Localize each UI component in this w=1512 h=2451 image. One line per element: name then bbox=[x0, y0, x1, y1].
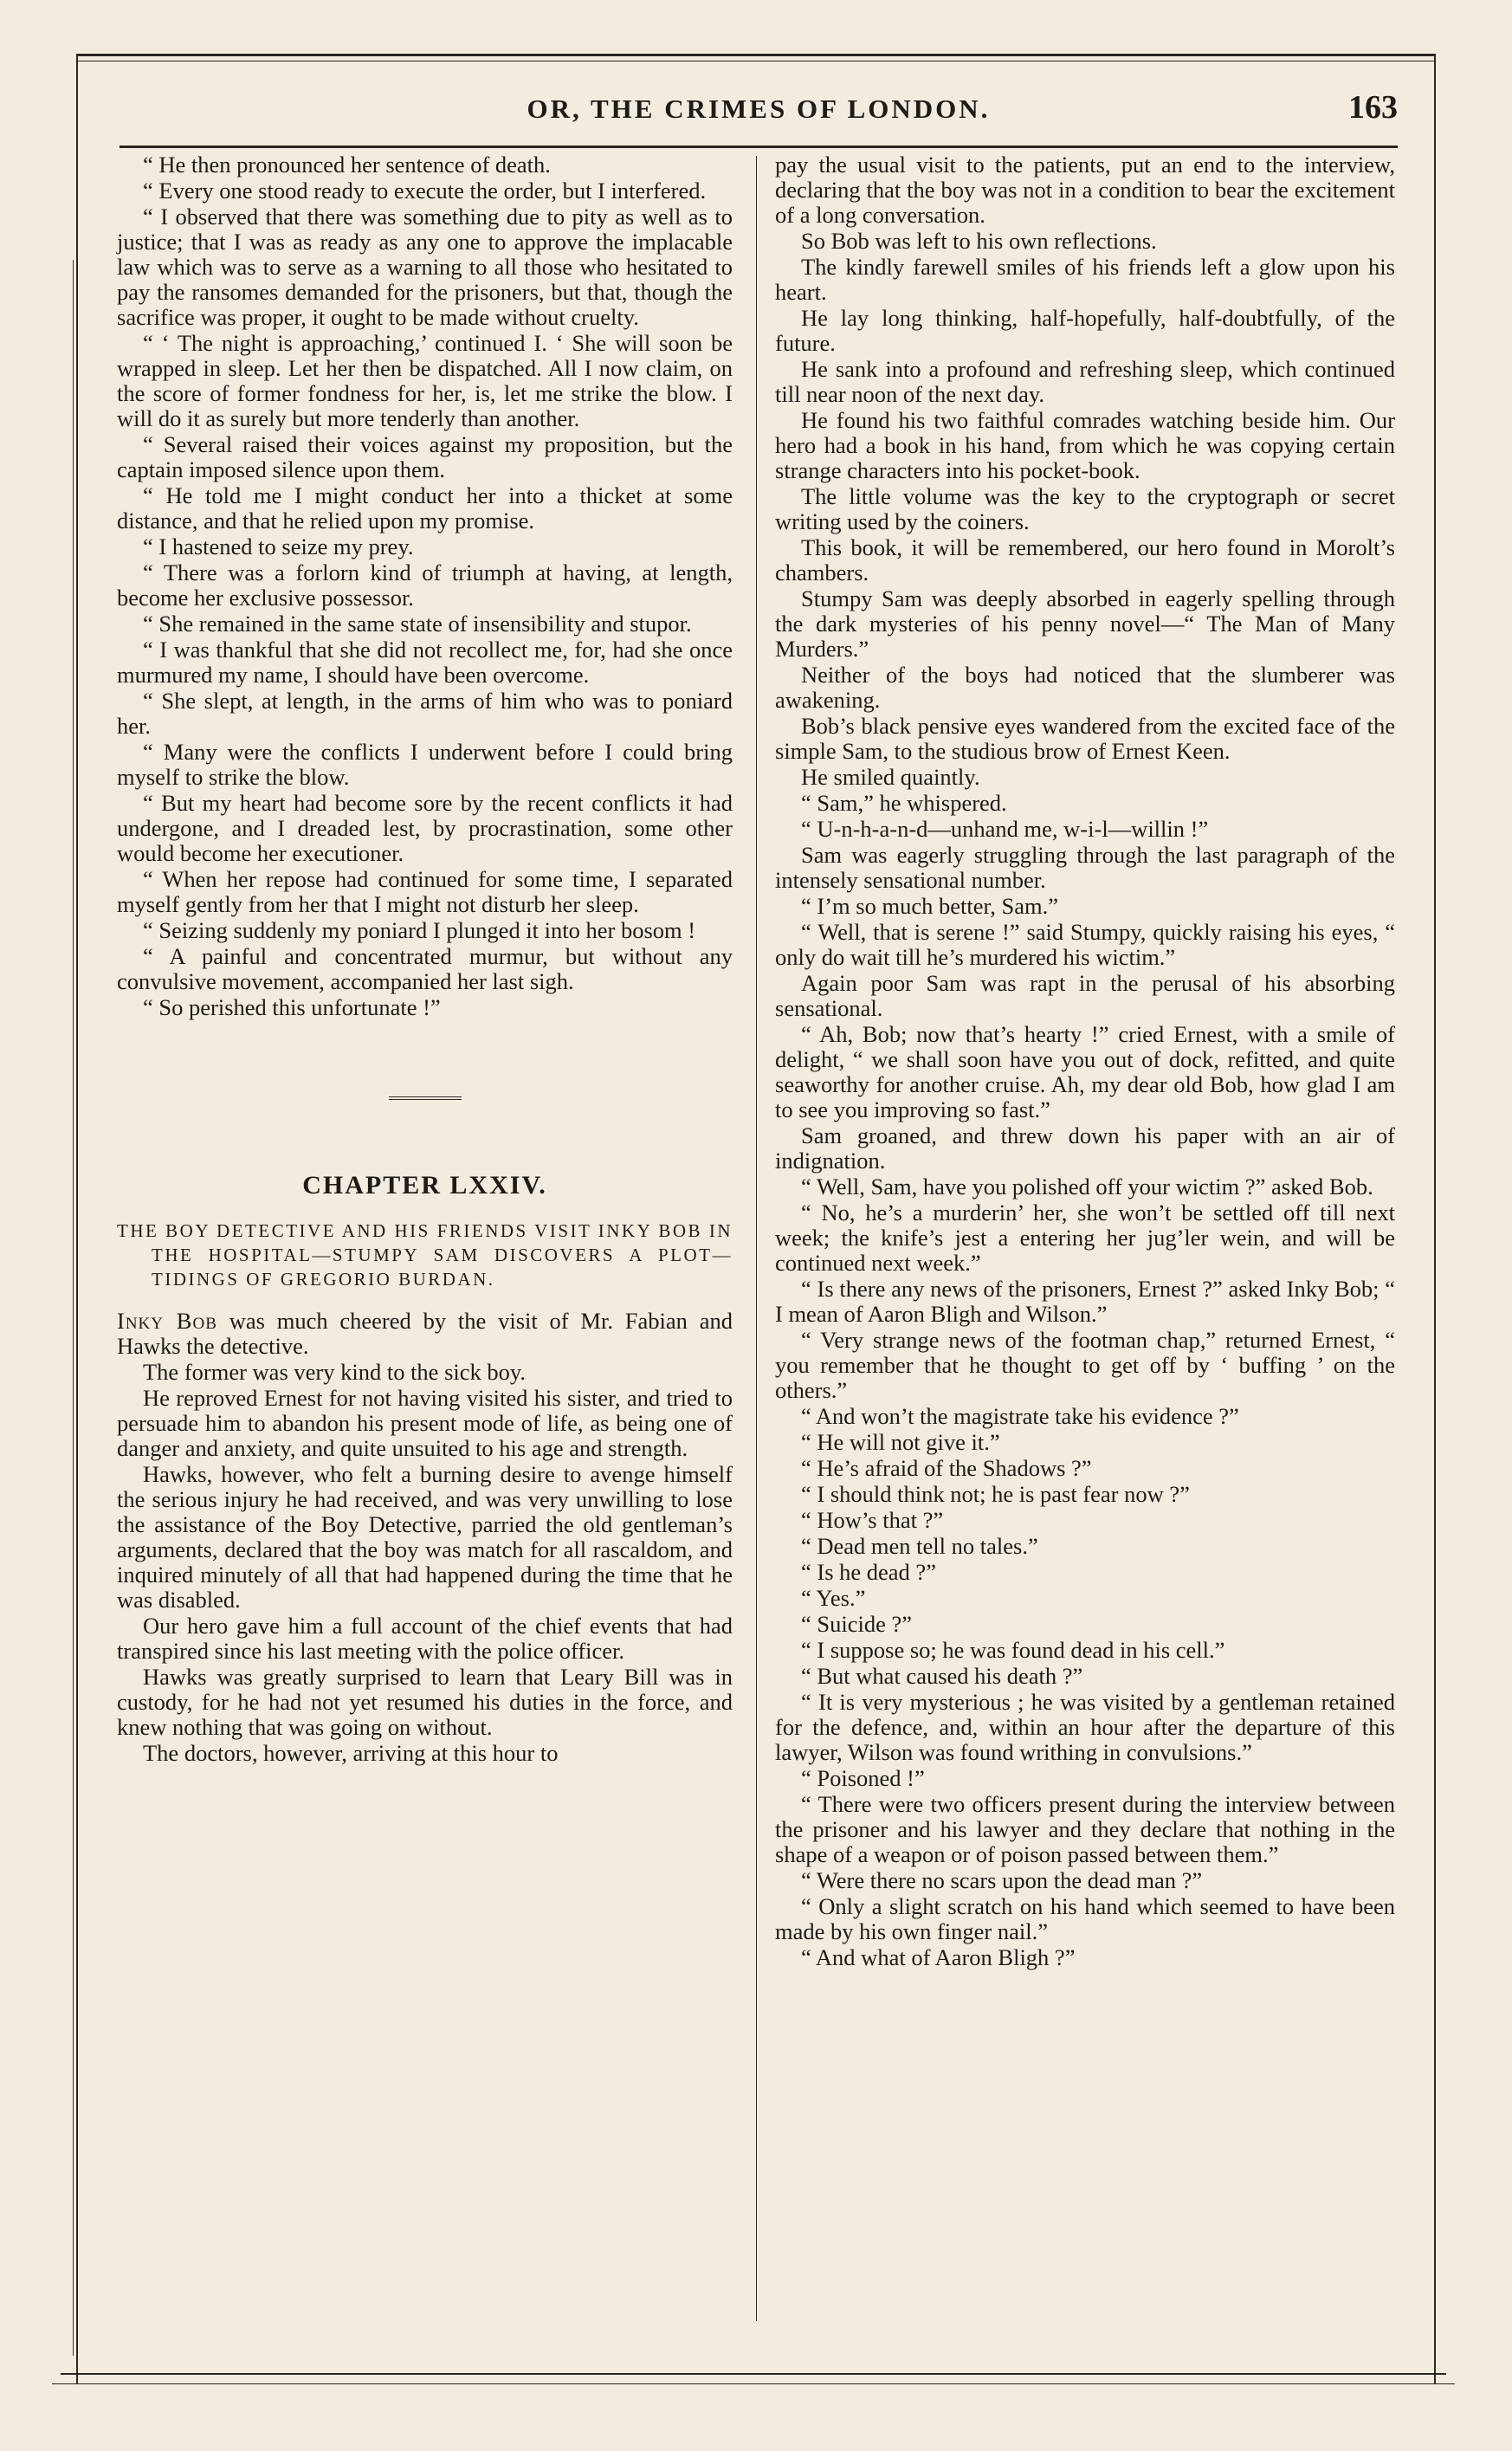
paragraph: Neither of the boys had noticed that the slumberer was awakening. bbox=[775, 662, 1395, 713]
top-rule bbox=[76, 54, 1436, 56]
chapter-first-paragraph-text: was much cheered by the visit of Mr. Fabian and Hawks the detective. bbox=[117, 1308, 733, 1359]
column-divider bbox=[756, 156, 757, 2321]
paragraph: He sank into a profound and refreshing sleep, which continued till near noon of the next day. bbox=[775, 356, 1395, 407]
paragraph: “ U-n-h-a-n-d—unhand me, w-i-l—willin !” bbox=[801, 816, 1209, 842]
left-bottom-paragraphs bbox=[117, 1360, 733, 1766]
paragraph: This book, it will be remembered, our hero found in Morolt’s chambers. bbox=[775, 534, 1395, 585]
paragraph: “ Ah, Bob; now that’s hearty !” cried Ernest, with a smile of delight, “ we shall soon have you out of dock, refitted, and quite seaworthy for another cruise. Ah, my dear old Bob, how glad I am to see you improving so fast.” bbox=[775, 1021, 1395, 1122]
paragraph: “ Suicide ?” bbox=[801, 1611, 913, 1637]
paragraph: “ He will not give it.” bbox=[801, 1429, 1000, 1455]
paragraph: The doctors, however, arriving at this hour to bbox=[143, 1740, 559, 1766]
paragraph: He smiled quaintly. bbox=[801, 764, 980, 790]
paragraph: “ And won’t the magistrate take his evidence ?” bbox=[801, 1403, 1239, 1429]
paragraph: “ I’m so much better, Sam.” bbox=[801, 893, 1058, 919]
paragraph: Again poor Sam was rapt in the perusal of his absorbing sensational. bbox=[775, 970, 1395, 1021]
paragraph: “ There was a forlorn kind of triumph at having, at length, become her exclusive possessor. bbox=[117, 559, 733, 611]
running-title: OR, THE CRIMES OF LONDON. bbox=[527, 94, 991, 124]
left-border-inner bbox=[73, 260, 74, 2356]
left-top-paragraphs bbox=[117, 152, 733, 1020]
paragraph: “ Every one stood ready to execute the order, but I interfered. bbox=[143, 178, 707, 204]
chapter-summary-text: THE BOY DETECTIVE AND HIS FRIENDS VISIT INKY BOB IN THE HOSPITAL—STUMPY SAM DISCOVERS A PLOT—TIDINGS OF GREGORIO BURDAN. bbox=[117, 1220, 733, 1290]
paragraph: “ He told me I might conduct her into a thicket at some distance, and that he relied upon my promise. bbox=[117, 482, 733, 534]
left-border bbox=[76, 54, 78, 2383]
paragraph: “ He then pronounced her sentence of death. bbox=[143, 152, 551, 178]
paragraph: “ But my heart had become sore by the recent conflicts it had undergone, and I dreaded lest, by procrastination, some other would become her executioner. bbox=[117, 790, 733, 866]
paragraph: “ So perished this unfortunate !” bbox=[143, 994, 441, 1020]
paragraph: “ She slept, at length, in the arms of him who was to poniard her. bbox=[117, 688, 733, 739]
paragraph: Sam groaned, and threw down his paper with an air of indignation. bbox=[775, 1122, 1395, 1174]
paragraph: “ Only a slight scratch on his hand which seemed to have been made by his own finger nail.” bbox=[775, 1893, 1395, 1944]
right-column bbox=[775, 152, 1395, 1971]
paragraph: “ And what of Aaron Bligh ?” bbox=[801, 1944, 1076, 1970]
paragraph: Stumpy Sam was deeply absorbed in eagerly spelling through the dark mysteries of his penny novel—“ The Man of Many Murders.” bbox=[775, 585, 1395, 662]
left-column bbox=[117, 152, 733, 1767]
continued-paragraph: pay the usual visit to the patients, put an end to the interview, declaring that the boy was not in a condition to bear the excitement of a long conversation. bbox=[775, 152, 1395, 228]
paragraph: “ Many were the conflicts I underwent before I could bring myself to strike the blow. bbox=[117, 739, 733, 790]
paragraph: “ It is very mysterious ; he was visited by a gentleman retained for the defence, and, within an hour after the departure of this lawyer, Wilson was found writhing in convulsions.” bbox=[775, 1689, 1395, 1765]
running-header bbox=[120, 87, 1398, 135]
section-separator bbox=[389, 1096, 462, 1102]
paragraph: “ Well, Sam, have you polished off your wictim ?” asked Bob. bbox=[801, 1174, 1373, 1200]
paragraph: He reproved Ernest for not having visited his sister, and tried to persuade him to abandon his present mode of life, as being one of danger and anxiety, and quite unsuited to his age and strength. bbox=[117, 1385, 733, 1461]
paragraph: The kindly farewell smiles of his friends left a glow upon his heart. bbox=[775, 254, 1395, 305]
right-border bbox=[1434, 54, 1436, 2383]
bottom-rule bbox=[61, 2373, 1446, 2375]
paragraph: “ She remained in the same state of insensibility and stupor. bbox=[143, 611, 692, 637]
bottom-rule-thin bbox=[52, 2383, 1455, 2384]
paragraph: “ I was thankful that she did not recollect me, for, had she once murmured my name, I should have been overcome. bbox=[117, 637, 733, 688]
paragraph: “ Were there no scars upon the dead man ?” bbox=[801, 1867, 1203, 1893]
paragraph: “ A painful and concentrated murmur, but without any convulsive movement, accompanied her last sigh. bbox=[117, 943, 733, 994]
paragraph: The former was very kind to the sick boy. bbox=[143, 1359, 527, 1385]
paragraph: “ But what caused his death ?” bbox=[801, 1663, 1083, 1689]
paragraph: Bob’s black pensive eyes wandered from the excited face of the simple Sam, to the studious brow of Ernest Keen. bbox=[775, 713, 1395, 764]
paragraph: Sam was eagerly struggling through the last paragraph of the intensely sensational number. bbox=[775, 842, 1395, 893]
header-rule bbox=[120, 146, 1398, 148]
paragraph: He found his two faithful comrades watching beside him. Our hero had a book in his hand, from which he was copying certain strange characters into his pocket-book. bbox=[775, 407, 1395, 483]
paragraph: “ How’s that ?” bbox=[801, 1507, 944, 1533]
paragraph: “ I hastened to seize my prey. bbox=[143, 534, 414, 559]
paragraph: “ I observed that there was something due to pity as well as to justice; that I was as ready as any one to approve the implacable law which was to serve as a warning to all those who hesitated to pay the ransomes demanded for the prisoners, but that, though the sacrifice was proper, it ought to be made without cruelty. bbox=[117, 204, 733, 330]
paragraph: “ Poisoned !” bbox=[801, 1765, 925, 1791]
paragraph: He lay long thinking, half-hopefully, half-doubtfully, of the future. bbox=[775, 305, 1395, 356]
paragraph: “ I suppose so; he was found dead in his cell.” bbox=[801, 1637, 1225, 1663]
paragraph: “ He’s afraid of the Shadows ?” bbox=[801, 1455, 1092, 1481]
chapter-summary bbox=[117, 1219, 733, 1291]
chapter-title: CHAPTER LXXIV. bbox=[302, 1171, 547, 1200]
paragraph: “ ‘ The night is approaching,’ continued I. ‘ She will soon be wrapped in sleep. Let her then be dispatched. All I now claim, on the score of former fondness for her, is, let me strike the blow. I will do it as surely but more tenderly than another. bbox=[117, 330, 733, 431]
paragraph: “ Seizing suddenly my poniard I plunged it into her bosom ! bbox=[143, 917, 696, 943]
page-number: 163 bbox=[1348, 89, 1398, 126]
paragraph: “ I should think not; he is past fear now ?” bbox=[801, 1481, 1190, 1507]
paragraph: “ Several raised their voices against my proposition, but the captain imposed silence upon them. bbox=[117, 431, 733, 482]
paragraph: “ There were two officers present during the interview between the prisoner and his lawyer and they declare that nothing in the shape of a weapon or of poison passed between them.” bbox=[775, 1791, 1395, 1867]
right-paragraphs bbox=[775, 229, 1395, 1970]
paragraph: Hawks was greatly surprised to learn that Leary Bill was in custody, for he had not yet resumed his duties in the force, and knew nothing that was going on without. bbox=[117, 1664, 733, 1740]
paragraph: “ When her repose had continued for some time, I separated myself gently from her that I might not disturb her sleep. bbox=[117, 866, 733, 917]
paragraph: “ No, he’s a murderin’ her, she won’t be settled off till next week; the knife’s jest a entering her jug’ler wein, and will be continued next week.” bbox=[775, 1200, 1395, 1276]
paragraph: The little volume was the key to the cryptograph or secret writing used by the coiners. bbox=[775, 483, 1395, 534]
paragraph: Hawks, however, who felt a burning desire to avenge himself the serious injury he had received, and was very unwilling to lose the assistance of the Boy Detective, parried the old gentleman’s arguments, declared that the boy was match for all rascaldom, and inquired minutely of all that had happened during the time that he was disabled. bbox=[117, 1461, 733, 1613]
paragraph: “ Well, that is serene !” said Stumpy, quickly raising his eyes, “ only do wait till he’s murdered his wictim.” bbox=[775, 919, 1395, 970]
paragraph: “ Is he dead ?” bbox=[801, 1559, 936, 1585]
paragraph: “ Dead men tell no tales.” bbox=[801, 1533, 1038, 1559]
paragraph: “ Very strange news of the footman chap,” returned Ernest, “ you remember that he thought to get off by ‘ buffing ’ on the others.” bbox=[775, 1327, 1395, 1403]
chapter-first-paragraph bbox=[117, 1309, 733, 1359]
chapter-first-words: Inky Bob bbox=[117, 1308, 217, 1334]
paragraph: “ Is there any news of the prisoners, Ernest ?” asked Inky Bob; “ I mean of Aaron Bligh and Wilson.” bbox=[775, 1276, 1395, 1327]
paragraph: So Bob was left to his own reflections. bbox=[801, 228, 1157, 254]
paragraph: “ Yes.” bbox=[801, 1585, 866, 1611]
paragraph: Our hero gave him a full account of the chief events that had transpired since his last meeting with the police officer. bbox=[117, 1613, 733, 1664]
paragraph: “ Sam,” he whispered. bbox=[801, 790, 1007, 816]
